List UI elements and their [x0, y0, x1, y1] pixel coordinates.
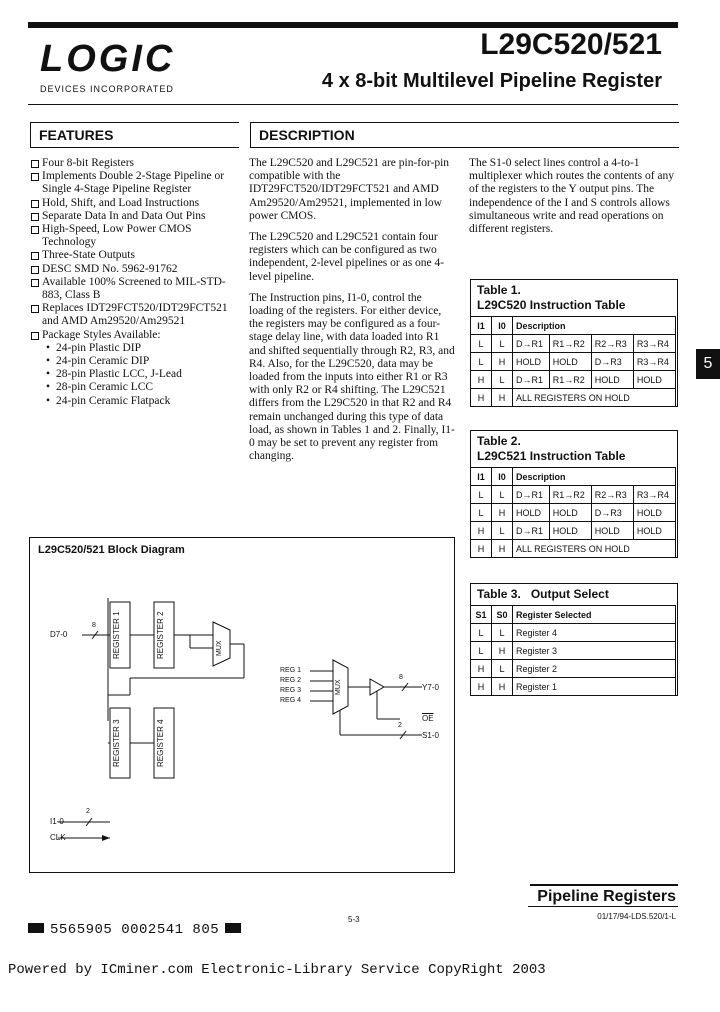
reg-input-label: REG 2: [280, 677, 302, 684]
table3-label: Table 3.: [477, 587, 521, 601]
description-paragraph: The L29C520 and L29C521 are pin-for-pin compatible with the IDT29FCT520/IDT29FCT521 and AMD Am29520/Am29521, implemented in low power CMOS.: [249, 157, 450, 222]
table1-grid: [470, 316, 676, 407]
register2-label: REGISTER 2: [156, 611, 165, 659]
powered-by-footer: Powered by ICminer.com Electronic-Library Service CopyRight 2003: [8, 962, 546, 978]
feature-item: Replaces IDT29FCT520/IDT29FCT521 and AMD Am29520/Am29521: [30, 302, 242, 328]
reg-input-label: REG 4: [280, 697, 302, 704]
table-cell: Register 3: [513, 642, 676, 660]
table-cell: L: [471, 504, 492, 522]
footer-rule: [528, 906, 678, 907]
section-tab: 5: [696, 349, 720, 379]
feature-item: Available 100% Screened to MIL-STD-883, Class B: [30, 276, 242, 302]
feature-item: Four 8-bit Registers: [30, 157, 242, 170]
table-cell: HOLD: [633, 504, 675, 522]
block-diagram: [29, 537, 455, 873]
y-output-label: Y7-0: [422, 683, 439, 692]
footer-section-title: Pipeline Registers: [537, 888, 676, 905]
table-cell: H: [492, 678, 513, 696]
page-subtitle: 4 x 8-bit Multilevel Pipeline Register: [321, 70, 662, 92]
table-cell: L: [492, 522, 513, 540]
package-item: • 24-pin Ceramic DIP: [30, 355, 242, 368]
table1-label: Table 1.: [477, 283, 521, 297]
reg-input-label: REG 1: [280, 667, 302, 674]
table2-title: [471, 431, 677, 467]
table-cell: D→R1: [513, 371, 550, 389]
features-title: FEATURES: [39, 127, 114, 143]
register1-label: REGISTER 1: [112, 611, 121, 659]
package-item: • 28-pin Plastic LCC, J-Lead: [30, 368, 242, 381]
register3-label: REGISTER 3: [112, 719, 121, 767]
table-row: [471, 504, 676, 522]
table-cell: HOLD: [549, 504, 591, 522]
table-cell: H: [471, 660, 492, 678]
table1-title-text: L29C520 Instruction Table: [477, 298, 626, 312]
table-header-cell: I0: [492, 468, 513, 486]
table-cell: H: [471, 371, 492, 389]
package-item: • 24-pin Ceramic Flatpack: [30, 395, 242, 408]
feature-item: Separate Data In and Data Out Pins: [30, 210, 242, 223]
table-cell: L: [471, 353, 492, 371]
table3-grid: [470, 605, 676, 696]
description-paragraph: The L29C520 and L29C521 contain four registers which can be configured as two independent, 2-level pipelines or as one 4-level pipeline.: [249, 231, 445, 283]
description-paragraph: The Instruction pins, I1-0, control the loading of the registers. For either device, the registers may be configured as a four-stage delay line, with data loaded into R1 and shifted sequentially through R2, R3, and R4. Also, for the L29C520, data may be loaded from the inputs into either R1 or R3 with only R2 or R4 shifting. The L29C521 differs from the L29C520 in that R2 and R4 remain unchanged during this type of data load, as shown in Tables 1 and 2. Finally, I1-0 may be set to prevent any register from changing.: [249, 291, 455, 463]
table-cell: HOLD: [591, 522, 633, 540]
table-header-cell: S1: [471, 606, 492, 624]
description-col2: [469, 157, 677, 244]
table-cell: L: [492, 335, 513, 353]
reg-input-label: REG 3: [280, 687, 302, 694]
table-cell: R2→R3: [591, 335, 633, 353]
block-diagram-svg: [30, 538, 454, 872]
table-cell: H: [492, 389, 513, 407]
table-cell: D→R1: [513, 486, 550, 504]
table-header-cell: S0: [492, 606, 513, 624]
description-title: DESCRIPTION: [259, 127, 355, 143]
header-rule: [28, 104, 678, 105]
i-bus-width: 2: [86, 808, 90, 815]
block-diagram-title: L29C520/521 Block Diagram: [38, 544, 185, 556]
table-row: [471, 660, 676, 678]
table-cell: H: [471, 522, 492, 540]
table-row: [471, 389, 676, 407]
table-cell: R3→R4: [633, 353, 675, 371]
table-row: [471, 522, 676, 540]
feature-item: Package Styles Available:: [30, 329, 242, 342]
table-cell: D→R3: [591, 353, 633, 371]
table-header-cell: I1: [471, 317, 492, 335]
clk-label: CLK: [50, 833, 66, 842]
table3-title-text: Output Select: [530, 587, 609, 601]
d-input-label: D7-0: [50, 630, 68, 639]
table-cell: R2→R3: [591, 486, 633, 504]
table-cell: ALL REGISTERS ON HOLD: [513, 540, 676, 558]
table-row: [471, 642, 676, 660]
table1-title: [471, 280, 677, 316]
description-heading-box: [250, 122, 679, 148]
table-cell: L: [471, 642, 492, 660]
table-header-cell: I0: [492, 317, 513, 335]
table-cell: HOLD: [633, 522, 675, 540]
table-cell: HOLD: [549, 522, 591, 540]
table-cell: L: [471, 335, 492, 353]
table-row: [471, 335, 676, 353]
features-list: [30, 157, 242, 408]
s-input-label: S1-0: [422, 731, 439, 740]
table-header-cell: Description: [513, 468, 676, 486]
table-cell: L: [492, 371, 513, 389]
doc-id: 01/17/94-LDS.520/1-L: [597, 912, 676, 921]
table-row: [471, 486, 676, 504]
table-cell: R1→R2: [549, 486, 591, 504]
table-cell: L: [471, 624, 492, 642]
mux2-label: MUX: [335, 679, 342, 695]
table3: [470, 583, 678, 696]
page-number: 5-3: [348, 915, 360, 924]
table-header-row: [471, 468, 676, 486]
company-logo: LOGIC: [40, 38, 176, 80]
table1: [470, 279, 678, 407]
s-bus-width: 2: [398, 722, 402, 729]
table-cell: Register 1: [513, 678, 676, 696]
mux1-label: MUX: [216, 640, 223, 656]
table-cell: D→R3: [591, 504, 633, 522]
table2-label: Table 2.: [477, 434, 521, 448]
barcode-text: [28, 922, 241, 938]
table-cell: Register 2: [513, 660, 676, 678]
d-bus-width: 8: [92, 622, 96, 629]
oe-label: $\overline{OE}$: [422, 714, 434, 723]
table-cell: R3→R4: [633, 486, 675, 504]
table-cell: H: [492, 504, 513, 522]
table-row: [471, 540, 676, 558]
table2-title-text: L29C521 Instruction Table: [477, 449, 626, 463]
table2-grid: [470, 467, 676, 558]
table-cell: L: [471, 486, 492, 504]
barcode-digits: 5565905 0002541 805: [50, 922, 220, 938]
description-paragraph: The S1-0 select lines control a 4-to-1 multiplexer which routes the contents of any of the registers to the Y output pins. The independence of the I and S controls allows simultaneous write and read operations on different registers.: [469, 157, 675, 236]
table-header-cell: Description: [513, 317, 676, 335]
table-cell: H: [471, 678, 492, 696]
table-row: [471, 678, 676, 696]
table-cell: D→R1: [513, 335, 550, 353]
table-cell: HOLD: [549, 353, 591, 371]
part-number: L29C520/521: [480, 28, 662, 61]
table-cell: HOLD: [513, 504, 550, 522]
company-logo-subtitle: DEVICES INCORPORATED: [40, 84, 174, 94]
table2: [470, 430, 678, 558]
feature-item: Implements Double 2-Stage Pipeline or Single 4-Stage Pipeline Register: [30, 170, 242, 196]
table-cell: Register 4: [513, 624, 676, 642]
reg-input-labels: [280, 666, 301, 706]
table-header-cell: I1: [471, 468, 492, 486]
table-cell: L: [492, 486, 513, 504]
table-cell: L: [492, 624, 513, 642]
table3-title: [471, 584, 677, 605]
table-cell: H: [471, 389, 492, 407]
table-cell: ALL REGISTERS ON HOLD: [513, 389, 676, 407]
table-cell: HOLD: [513, 353, 550, 371]
y-bus-width: 8: [399, 674, 403, 681]
table-header-row: [471, 606, 676, 624]
table-row: [471, 371, 676, 389]
package-item: • 24-pin Plastic DIP: [30, 342, 242, 355]
table-cell: L: [492, 660, 513, 678]
register4-label: REGISTER 4: [156, 719, 165, 767]
table-cell: HOLD: [633, 371, 675, 389]
feature-item: High-Speed, Low Power CMOS Technology: [30, 223, 242, 249]
i-input-label: I1-0: [50, 817, 64, 826]
table-cell: H: [471, 540, 492, 558]
table-row: [471, 624, 676, 642]
feature-item: Hold, Shift, and Load Instructions: [30, 197, 242, 210]
feature-item: Three-State Outputs: [30, 249, 242, 262]
features-heading-box: [30, 122, 239, 148]
table-cell: HOLD: [591, 371, 633, 389]
table-cell: R1→R2: [549, 335, 591, 353]
table-cell: R3→R4: [633, 335, 675, 353]
table-header-cell: Register Selected: [513, 606, 676, 624]
table-cell: H: [492, 642, 513, 660]
table-cell: H: [492, 540, 513, 558]
table-row: [471, 353, 676, 371]
table-cell: D→R1: [513, 522, 550, 540]
description-col1: [249, 157, 457, 471]
table-cell: R1→R2: [549, 371, 591, 389]
package-item: • 28-pin Ceramic LCC: [30, 381, 242, 394]
table-header-row: [471, 317, 676, 335]
footer-rule-thick: [530, 884, 678, 886]
feature-item: DESC SMD No. 5962-91762: [30, 263, 242, 276]
table-cell: H: [492, 353, 513, 371]
